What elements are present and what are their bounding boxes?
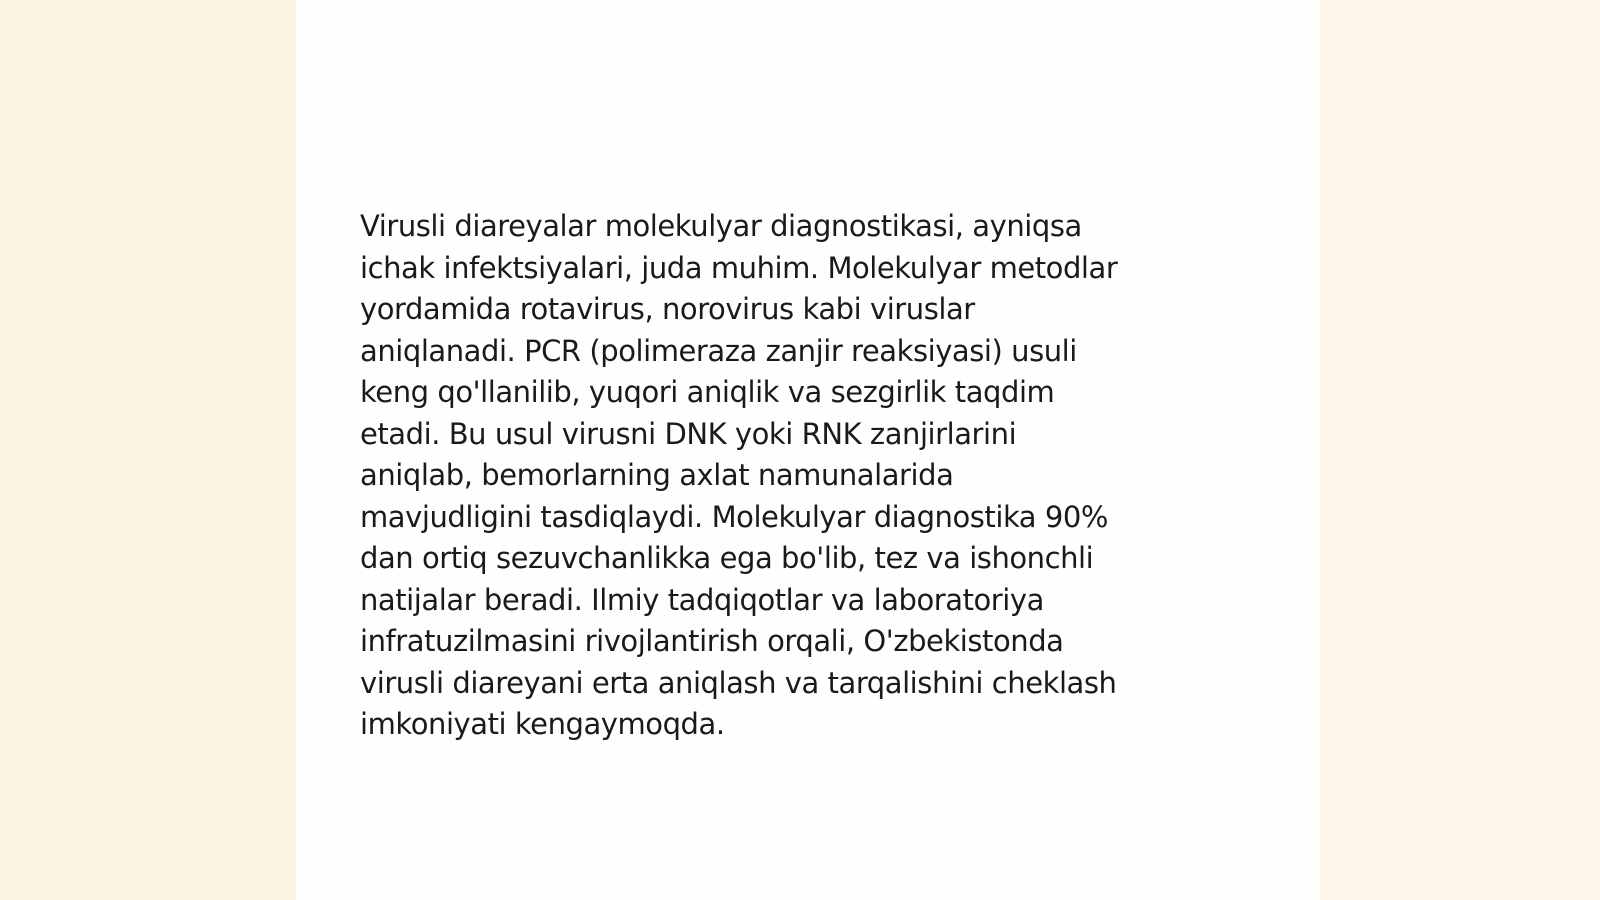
- body-line: infratuzilmasini rivojlantirish orqali, O'zbekistonda: [360, 624, 1064, 658]
- slide-canvas: [296, 0, 1320, 900]
- body-line: ichak infektsiyalari, juda muhim. Molekulyar metodlar: [360, 250, 1118, 285]
- right-margin: [1320, 0, 1600, 900]
- body-line: mavjudligini tasdiqlaydi. Molekulyar diagnostika 90%: [360, 499, 1108, 534]
- body-line: aniqlanadi. PCR (polimeraza zanjir reaksiyasi) usuli: [360, 333, 1077, 368]
- body-line: virusli diareyani erta aniqlash va tarqalishini cheklash: [360, 665, 1117, 700]
- body-line: aniqlab, bemorlarning axlat namunalarida: [360, 458, 954, 492]
- body-line: natijalar beradi. Ilmiy tadqiqotlar va laboratoriya: [360, 582, 1044, 617]
- body-line: imkoniyati kengaymoqda.: [360, 707, 725, 741]
- body-line: Virusli diareyalar molekulyar diagnostikasi, ayniqsa: [360, 209, 1082, 243]
- left-margin: [0, 0, 296, 900]
- slide-body-text: [360, 206, 1260, 746]
- body-line: yordamida rotavirus, norovirus kabi viruslar: [360, 292, 975, 326]
- body-line: etadi. Bu usul virusni DNK yoki RNK zanjirlarini: [360, 416, 1017, 451]
- body-line: keng qo'llanilib, yuqori aniqlik va sezgirlik taqdim: [360, 375, 1055, 409]
- body-line: dan ortiq sezuvchanlikka ega bo'lib, tez va ishonchli: [360, 541, 1094, 575]
